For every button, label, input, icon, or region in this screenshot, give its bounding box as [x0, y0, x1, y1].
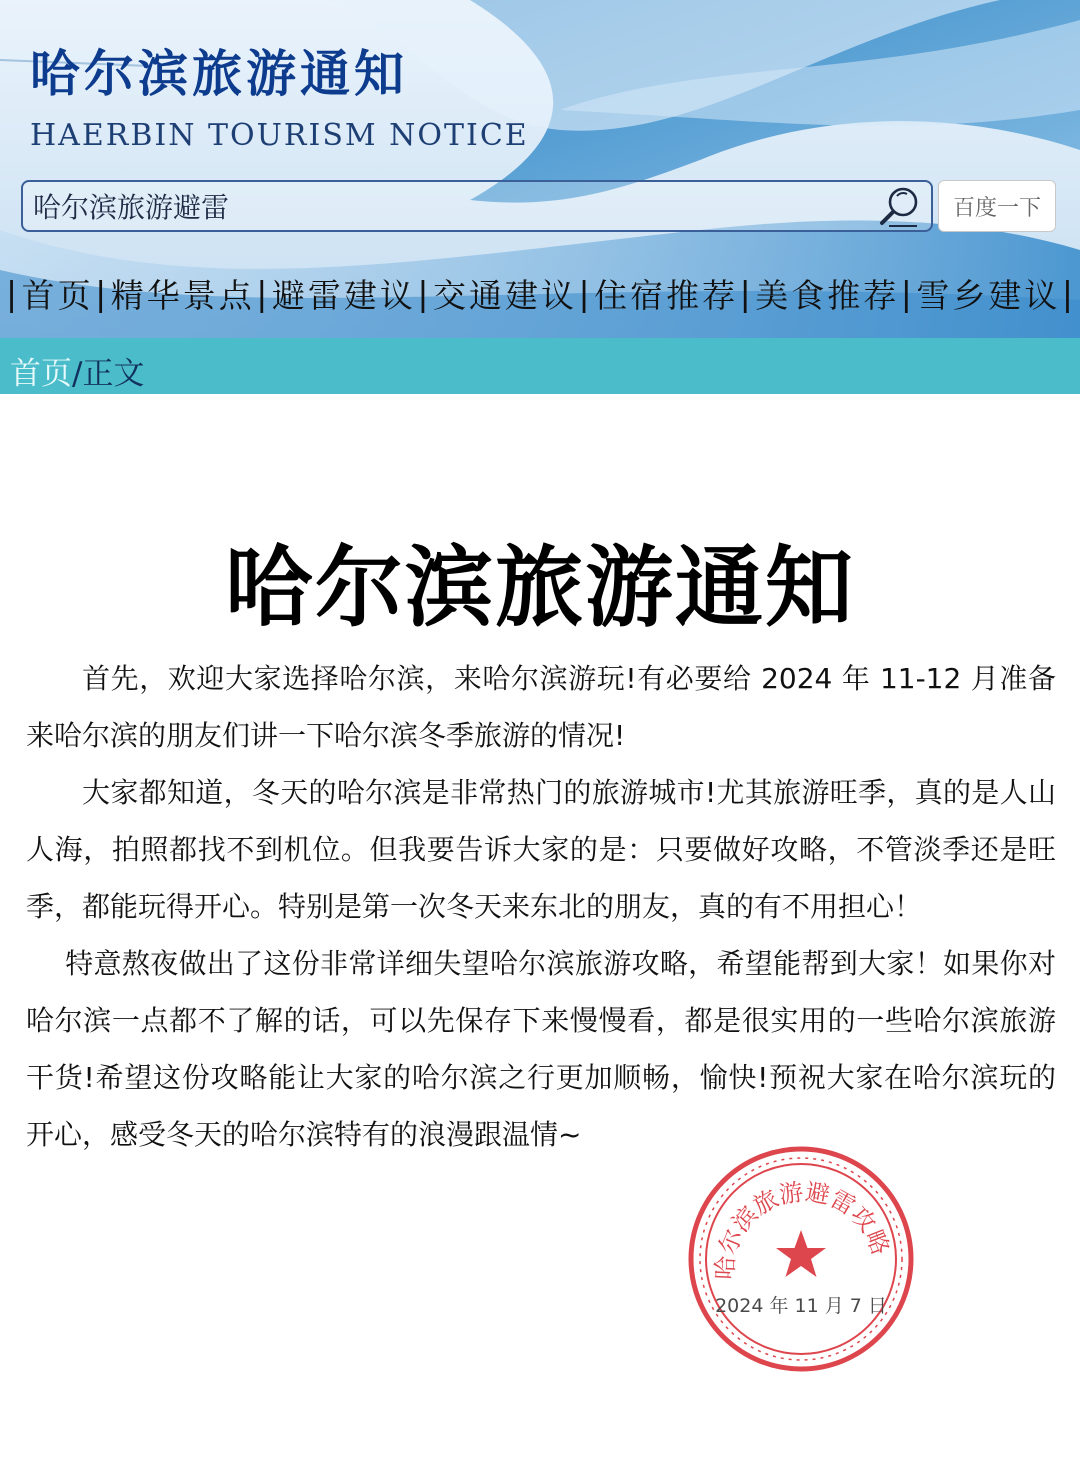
- nav-item-pitfall-tips[interactable]: 避雷建议: [271, 275, 416, 315]
- breadcrumb-bar: [0, 338, 1080, 394]
- official-seal: [684, 1142, 918, 1376]
- nav-separator: |: [256, 273, 271, 313]
- nav-separator: |: [417, 273, 432, 313]
- seal-arc-text: 哈尔滨旅游避雷攻略: [711, 1177, 895, 1281]
- main-nav: [6, 270, 1076, 316]
- nav-item-food[interactable]: 美食推荐: [755, 275, 900, 315]
- seal-date: 2024 年 11 月 7 日: [715, 1295, 887, 1317]
- nav-item-lodging[interactable]: 住宿推荐: [594, 275, 739, 315]
- seal-star-icon: [776, 1230, 826, 1277]
- breadcrumb-separator: /: [72, 356, 83, 392]
- search-icon[interactable]: [877, 185, 923, 229]
- article-paragraph: 大家都知道，冬天的哈尔滨是非常热门的旅游城市!尤其旅游旺季，真的是人山人海，拍照都找不到机位。但我要告诉大家的是：只要做好攻略，不管淡季还是旺季，都能玩得开心。特别是第一次冬天来东北的朋友，真的有不用担心！: [26, 776, 1056, 923]
- nav-separator: |: [900, 273, 915, 313]
- article-title: 哈尔滨旅游通知: [224, 536, 855, 639]
- breadcrumb-home-link[interactable]: 首页: [10, 356, 72, 392]
- breadcrumb-current: 正文: [82, 356, 145, 392]
- article-paragraph: 首先，欢迎大家选择哈尔滨，来哈尔滨游玩!有必要给 2024 年 11-12 月准备来哈尔滨的朋友们讲一下哈尔滨冬季旅游的情况!: [26, 662, 1056, 752]
- search-box: [21, 180, 933, 232]
- nav-item-home[interactable]: 首页: [21, 275, 94, 315]
- site-header: [0, 0, 1080, 338]
- nav-separator: |: [1061, 273, 1076, 313]
- nav-separator: |: [95, 273, 110, 313]
- article-body: [26, 650, 1056, 1163]
- site-title: 哈尔滨旅游通知: [30, 45, 408, 103]
- nav-item-snow-village[interactable]: 雪乡建议: [916, 275, 1061, 315]
- nav-item-attractions[interactable]: 精华景点: [110, 275, 255, 315]
- breadcrumb: [10, 348, 144, 393]
- search-button[interactable]: 百度一下: [938, 180, 1056, 232]
- nav-separator: |: [578, 273, 593, 313]
- article-paragraph: 特意熬夜做出了这份非常详细失望哈尔滨旅游攻略，希望能帮到大家！如果你对哈尔滨一点都不了解的话，可以先保存下来慢慢看，都是很实用的一些哈尔滨旅游干货!希望这份攻略能让大家的哈尔滨之行更加顺畅，愉快!预祝大家在哈尔滨玩的开心，感受冬天的哈尔滨特有的浪漫跟温情~: [26, 947, 1056, 1151]
- nav-item-transport[interactable]: 交通建议: [433, 275, 577, 315]
- nav-separator: |: [739, 273, 754, 313]
- search-input[interactable]: [33, 188, 853, 224]
- nav-separator: |: [6, 273, 21, 313]
- site-subtitle: HAERBIN TOURISM NOTICE: [30, 118, 529, 153]
